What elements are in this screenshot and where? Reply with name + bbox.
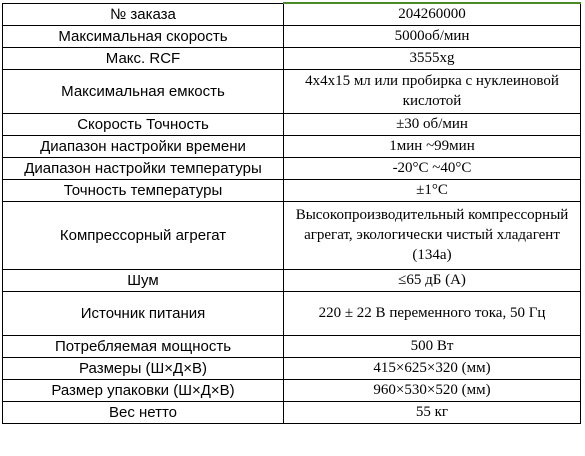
row-label: Компрессорный агрегат (3, 201, 284, 269)
table-row (3, 157, 581, 179)
table-row (3, 357, 581, 379)
table-row (3, 335, 581, 357)
row-label: Диапазон настройки времени (3, 135, 284, 157)
row-value: ≤65 дБ (A) (284, 269, 581, 291)
row-label: Максимальная скорость (3, 25, 284, 47)
row-label: Источник питания (3, 291, 284, 335)
row-value: Высокопроизводительный компрессорный агрегат, экологически чистый хладагент (134a) (284, 201, 581, 269)
row-label: Размеры (Ш×Д×В) (3, 357, 284, 379)
row-label: Размер упаковки (Ш×Д×В) (3, 379, 284, 401)
row-value: 4x4x15 мл или пробирка с нуклеиновой кислотой (284, 69, 581, 113)
table-row (3, 47, 581, 69)
row-value: 1мин ~99мин (284, 135, 581, 157)
row-label: Скорость Точность (3, 113, 284, 135)
table-row (3, 379, 581, 401)
table-row (3, 179, 581, 201)
table-row (3, 401, 581, 423)
row-value: ±30 об/мин (284, 113, 581, 135)
row-value: 55 кг (284, 401, 581, 423)
row-value: 220 ± 22 В переменного тока, 50 Гц (284, 291, 581, 335)
table-row (3, 291, 581, 335)
row-value: ±1°C (284, 179, 581, 201)
table-row (3, 69, 581, 113)
table-row (3, 135, 581, 157)
row-label: № заказа (3, 3, 284, 25)
table-row (3, 25, 581, 47)
row-value: 5000об/мин (284, 25, 581, 47)
row-value: -20°C ~40°C (284, 157, 581, 179)
specifications-table (2, 2, 581, 424)
table-row (3, 113, 581, 135)
row-value: 960×530×520 (мм) (284, 379, 581, 401)
row-label: Макс. RCF (3, 47, 284, 69)
row-label: Точность температуры (3, 179, 284, 201)
row-label: Диапазон настройки температуры (3, 157, 284, 179)
table-row (3, 201, 581, 269)
row-value: 415×625×320 (мм) (284, 357, 581, 379)
row-value: 500 Вт (284, 335, 581, 357)
row-value: 3555xg (284, 47, 581, 69)
row-label: Вес нетто (3, 401, 284, 423)
row-value: 204260000 (284, 3, 581, 25)
row-label: Максимальная емкость (3, 69, 284, 113)
table-row (3, 269, 581, 291)
row-label: Потребляемая мощность (3, 335, 284, 357)
table-row (3, 3, 581, 25)
row-label: Шум (3, 269, 284, 291)
